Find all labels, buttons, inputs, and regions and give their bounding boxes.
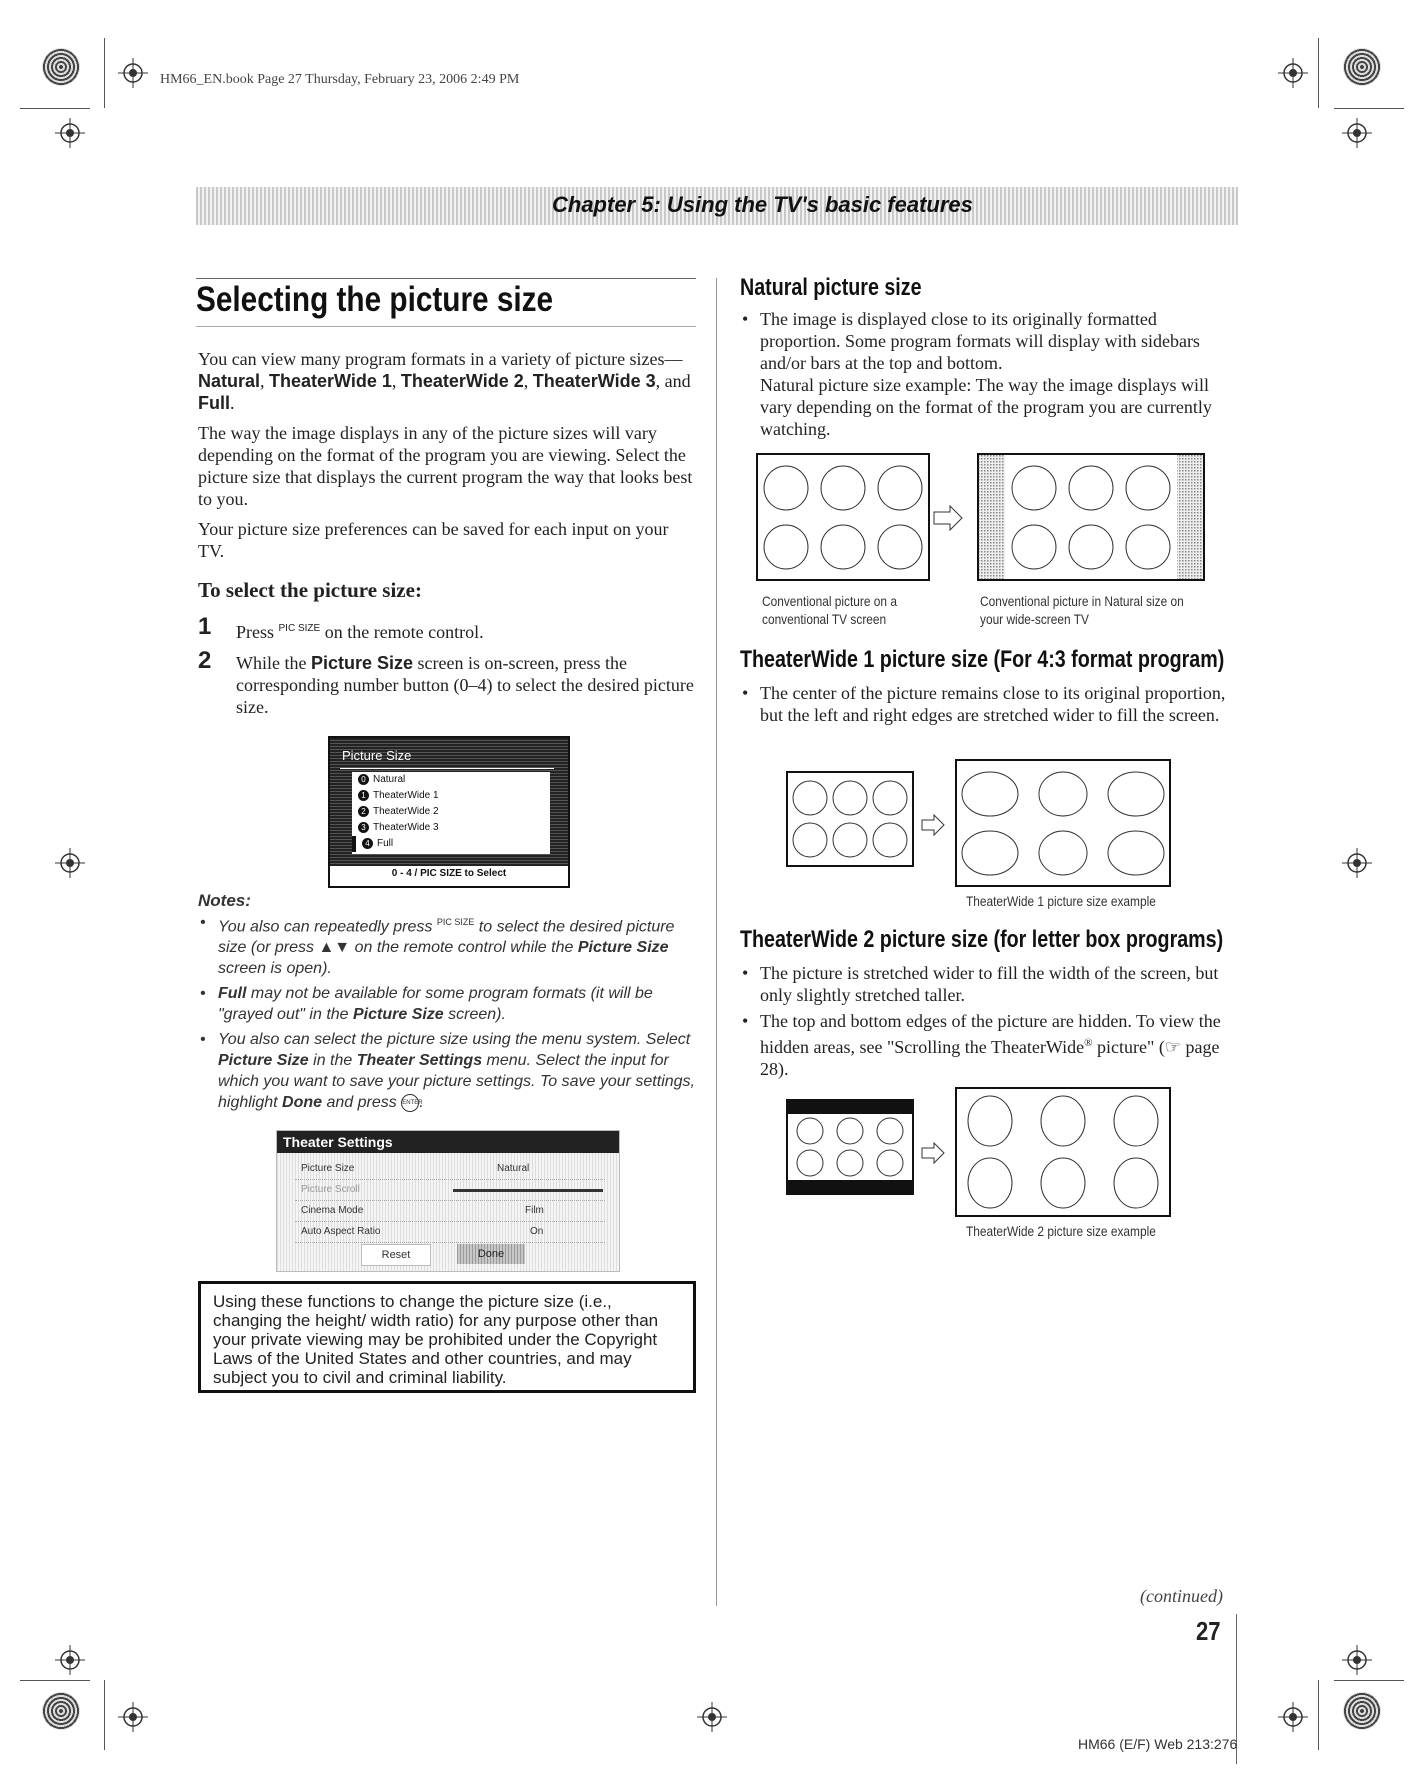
theaterwide-1-caption: TheaterWide 1 picture size example [966,893,1156,909]
crosshair-icon [1342,118,1372,148]
enter-key-icon: ENTER [401,1094,419,1112]
intro-section [198,348,696,562]
setting-row[interactable]: Auto Aspect Ratio On [295,1222,605,1243]
menu-item-selected[interactable]: 4 Full [352,836,550,852]
registration-dot-top-right [1343,48,1381,86]
crosshair-icon [55,1645,85,1675]
crop-line [104,38,105,108]
to-select-heading: To select the picture size: [198,578,422,602]
crosshair-icon [1278,58,1308,88]
note-item: • You also can repeatedly press $^{PIC SIZE}$ to select the desired picture size (or press ▲▼ on the remote control while the Picture Size screen is open). [198,912,696,979]
pic-size-key-icon: PIC SIZE [278,623,321,634]
menu-item[interactable]: 0 Natural [352,772,550,788]
theater-settings-title: Theater Settings [283,1134,393,1150]
continued-label: (continued) [1140,1586,1223,1606]
note-item: • Full may not be available for some program formats (it will be "grayed out" in the Picture Size screen). [198,983,696,1025]
footer-code: HM66 (E/F) Web 213:276 [1078,1736,1238,1752]
tw1-bullet: • The center of the picture remains close to its original proportion, but the left and right edges are stretched wider to fill the screen. [740,682,1238,726]
registration-dot-top-left [42,48,80,86]
step-2: 2 While the Picture Size screen is on-screen, press the corresponding number button (0–4) to select the desired picture size. [198,647,694,717]
crosshair-icon [118,58,148,88]
theaterwide-2-heading: TheaterWide 2 picture size (for letter box programs) [740,926,1224,953]
registration-dot-bottom-left [42,1692,80,1730]
page-title: Selecting the picture size [196,280,554,319]
title-rule-top [196,278,696,279]
intro-paragraph-3: Your picture size preferences can be saved for each input on your TV. [198,519,669,561]
pointing-hand-icon: ☞ [1164,1037,1181,1057]
crop-line [1318,1680,1319,1750]
setting-row[interactable]: Picture Size Natural [295,1159,605,1180]
chapter-title: Chapter 5: Using the TV's basic features [552,192,973,217]
chapter-banner [196,187,1238,225]
column-divider [716,278,717,1606]
crop-line [1334,1680,1404,1681]
file-header: HM66_EN.book Page 27 Thursday, February 23, 2006 2:49 PM [160,72,520,87]
crosshair-icon [118,1702,148,1732]
setting-row[interactable]: Picture Scroll [295,1180,605,1201]
crop-line [20,108,90,109]
scroll-bar[interactable] [453,1189,603,1192]
title-rule-bottom [196,326,696,327]
crosshair-icon [1342,848,1372,878]
crop-line [1334,108,1404,109]
crop-line [1318,38,1319,108]
theaterwide-2-diagram [786,1086,1186,1218]
theater-settings-rows [295,1159,605,1243]
natural-example-diagram [756,452,1216,584]
picture-size-menu-list [352,772,550,854]
natural-caption-left: Conventional picture on a conventional TV screen [762,593,897,627]
copyright-warning: Using these functions to change the picture size (i.e., changing the height/ width ratio) for any purpose other than your private viewing may be prohibited under the Copyright Laws of the United States and other countries, and may subject you to civil and criminal liability. [198,1281,696,1393]
picture-size-menu-footer: 0 - 4 / PIC SIZE to Select [391,868,507,879]
crosshair-icon [55,118,85,148]
theaterwide-1-bullets [740,682,1238,726]
picture-size-menu-screenshot [328,736,570,888]
natural-bullet: • The image is displayed close to its originally formatted proportion. Some program formats will display with sidebars and/or bars at the top and bottom. Natural picture size example: The way the image displays will vary depending on the format of the program you are currently watching. [740,308,1238,440]
theaterwide-2-caption: TheaterWide 2 picture size example [966,1223,1156,1239]
notes-heading: Notes: [198,891,251,910]
theaterwide-2-bullets [740,962,1238,1080]
crop-line [104,1680,105,1750]
page-number: 27 [1196,1616,1221,1646]
crosshair-icon [697,1702,727,1732]
step-1: 1 Press $^{PIC SIZE}$ on the remote control. [198,613,484,642]
intro-paragraph-2: The way the image displays in any of the picture sizes will vary depending on the format of the program you are viewing. Select the picture size that displays the current program the way that looks best to you. [198,423,693,509]
crop-line [20,1680,90,1681]
menu-item[interactable]: 1 TheaterWide 1 [352,788,550,804]
crosshair-icon [1342,1645,1372,1675]
natural-heading: Natural picture size [740,274,922,301]
natural-bullets [740,308,1238,440]
pic-size-key-icon: PIC SIZE [436,917,475,927]
notes-list [198,912,696,1113]
menu-item[interactable]: 3 TheaterWide 3 [352,820,550,836]
crosshair-icon [1278,1702,1308,1732]
theaterwide-1-heading: TheaterWide 1 picture size (For 4:3 format program) [740,646,1225,673]
tw2-bullet: • The top and bottom edges of the picture are hidden. To view the hidden areas, see "Scrolling the TheaterWide® picture" (☞ page 28). [740,1010,1238,1080]
menu-item[interactable]: 2 TheaterWide 2 [352,804,550,820]
theaterwide-1-diagram [786,758,1186,888]
theater-settings-screenshot [276,1130,620,1272]
done-button[interactable]: Done [457,1244,525,1264]
intro-paragraph-1: You can view many program formats in a variety of picture sizes—Natural, TheaterWide 1, TheaterWide 2, TheaterWide 3, and Full. [198,349,691,413]
picture-size-menu-title: Picture Size [342,748,412,763]
natural-caption-right: Conventional picture in Natural size on your wide-screen TV [980,593,1184,627]
tw2-bullet: • The picture is stretched wider to fill the width of the screen, but only slightly stretched taller. [740,962,1238,1006]
note-item: • You also can select the picture size using the menu system. Select Picture Size in the Theater Settings menu. Select the input for which you want to save your picture settings. To save your settings, highlight Done and press ENTER. [198,1029,696,1113]
registration-dot-bottom-right [1343,1692,1381,1730]
setting-row[interactable]: Cinema Mode Film [295,1201,605,1222]
reset-button[interactable]: Reset [361,1244,431,1266]
crosshair-icon [55,848,85,878]
